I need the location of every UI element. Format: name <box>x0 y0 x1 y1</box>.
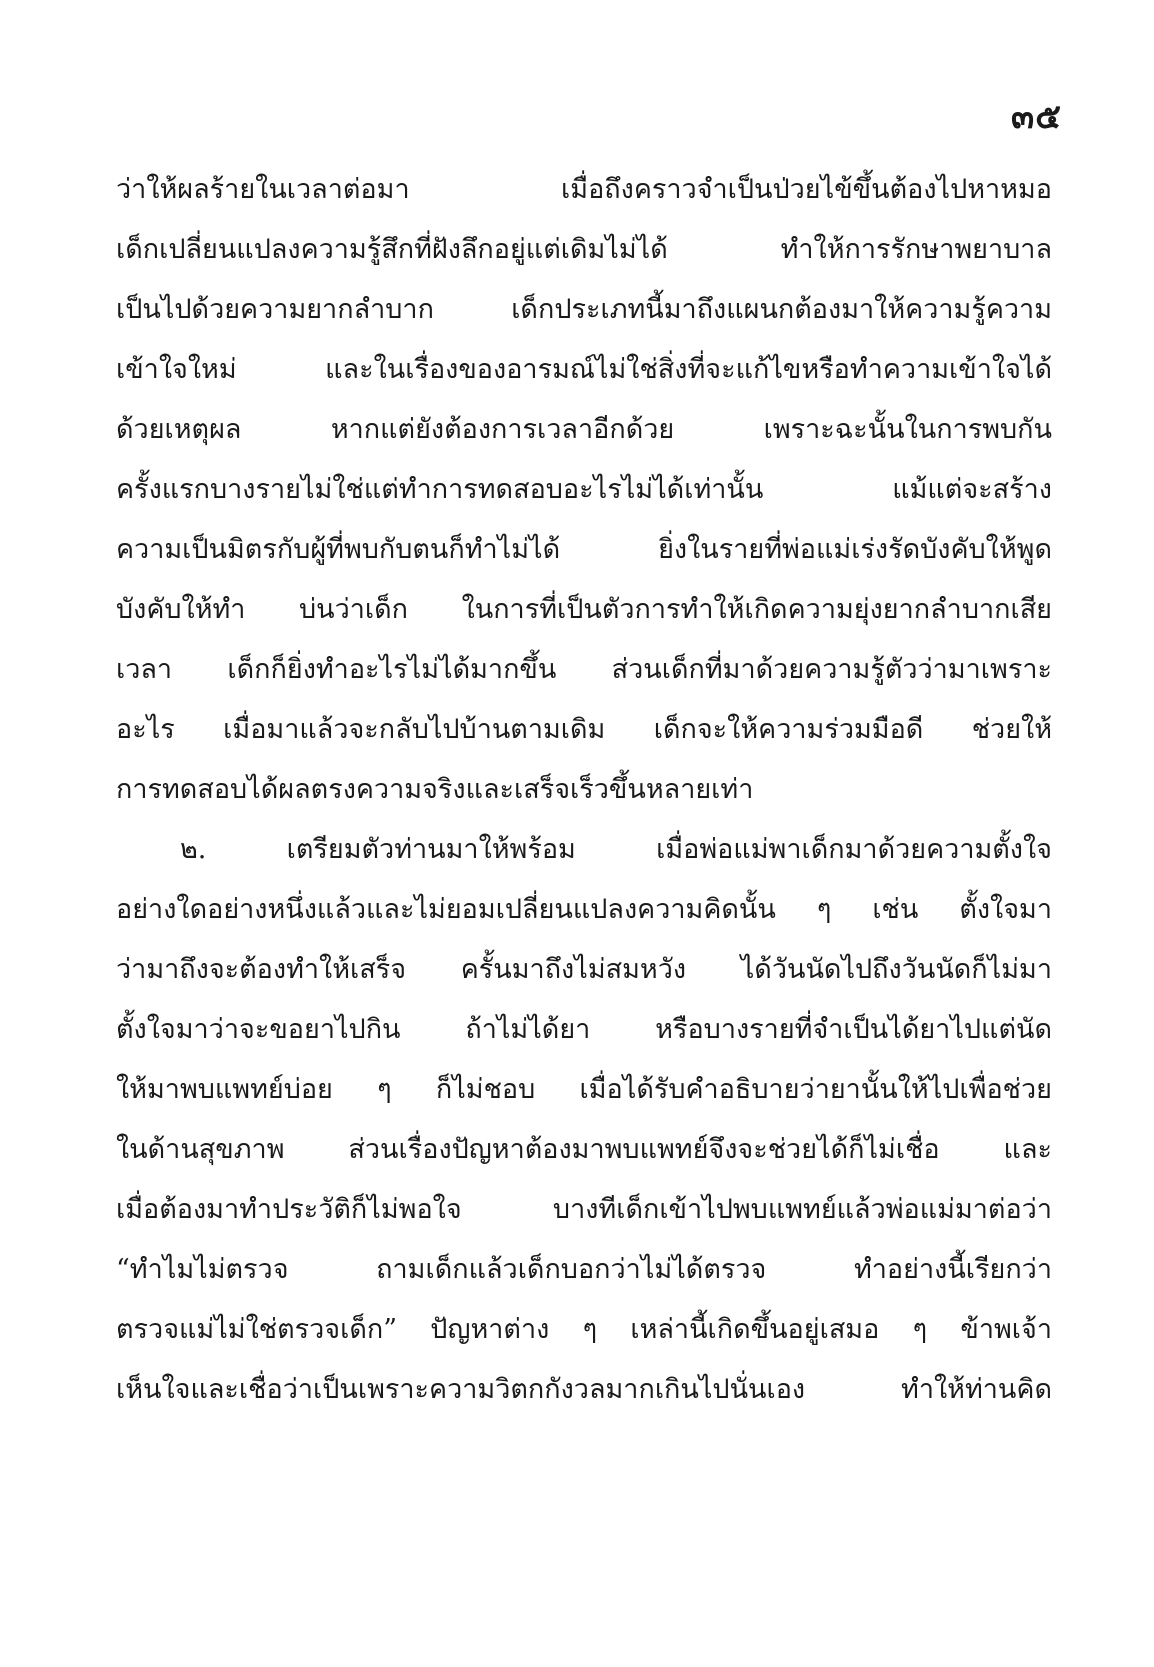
section-heading-line: ๒. เตรียมตัวท่านมาให้พร้อม เมื่อพ่อแม่พาเด็กมาด้วยความตั้งใจ <box>180 834 1052 865</box>
text-line: ตั้งใจมาว่าจะขอยาไปกิน ถ้าไม่ได้ยา หรือบางรายที่จำเป็นได้ยาไปแต่นัด <box>116 1014 1052 1045</box>
text-line: ความเป็นมิตรกับผู้ที่พบกับตนก็ทำไม่ได้ ยิ่งในรายที่พ่อแม่เร่งรัดบังคับให้พูด <box>116 534 1052 565</box>
text-line: เมื่อต้องมาทำประวัติก็ไม่พอใจ บางทีเด็กเข้าไปพบแพทย์แล้วพ่อแม่มาต่อว่า <box>116 1194 1052 1225</box>
page-number: ๓๕ <box>1011 97 1062 137</box>
text-line: ในด้านสุขภาพ ส่วนเรื่องปัญหาต้องมาพบแพทย์จึงจะช่วยได้ก็ไม่เชื่อ และ <box>116 1134 1052 1165</box>
text-line: ให้มาพบแพทย์บ่อย ๆ ก็ไม่ชอบ เมื่อได้รับคำอธิบายว่ายานั้นให้ไปเพื่อช่วย <box>116 1074 1052 1105</box>
text-line: อย่างใดอย่างหนึ่งแล้วและไม่ยอมเปลี่ยนแปลงความคิดนั้น ๆ เช่น ตั้งใจมา <box>116 894 1052 925</box>
paragraph-end-line: การทดสอบได้ผลตรงความจริงและเสร็จเร็วขึ้นหลายเท่า <box>116 774 754 805</box>
text-line: ครั้งแรกบางรายไม่ใช่แต่ทำการทดสอบอะไรไม่ได้เท่านั้น แม้แต่จะสร้าง <box>116 474 1052 505</box>
quoted-text-line: “ทำไมไม่ตรวจ ถามเด็กแล้วเด็กบอกว่าไม่ได้ตรวจ ทำอย่างนี้เรียกว่า <box>116 1254 1052 1285</box>
text-line: เวลา เด็กก็ยิ่งทำอะไรไม่ได้มากขึ้น ส่วนเด็กที่มาด้วยความรู้ตัวว่ามาเพราะ <box>116 654 1052 685</box>
text-line: เข้าใจใหม่ และในเรื่องของอารมณ์ไม่ใช่สิ่งที่จะแก้ไขหรือทำความเข้าใจได้ <box>116 354 1052 385</box>
text-line: ด้วยเหตุผล หากแต่ยังต้องการเวลาอีกด้วย เพราะฉะนั้นในการพบกัน <box>116 414 1052 445</box>
text-line: อะไร เมื่อมาแล้วจะกลับไปบ้านตามเดิม เด็กจะให้ความร่วมมือดี ช่วยให้ <box>116 714 1052 745</box>
text-line: เด็กเปลี่ยนแปลงความรู้สึกที่ฝังลึกอยู่แต่เดิมไม่ได้ ทำให้การรักษาพยาบาล <box>116 234 1052 265</box>
text-line: เป็นไปด้วยความยากลำบาก เด็กประเภทนี้มาถึงแผนกต้องมาให้ความรู้ความ <box>116 294 1052 325</box>
text-line: บังคับให้ทำ บ่นว่าเด็ก ในการที่เป็นตัวการทำให้เกิดความยุ่งยากลำบากเสีย <box>116 594 1052 625</box>
text-line: ว่าให้ผลร้ายในเวลาต่อมา เมื่อถึงคราวจำเป็นป่วยไข้ขึ้นต้องไปหาหมอ <box>116 174 1052 205</box>
text-line: เห็นใจและเชื่อว่าเป็นเพราะความวิตกกังวลมากเกินไปนั่นเอง ทำให้ท่านคิด <box>116 1374 1052 1405</box>
text-line: ว่ามาถึงจะต้องทำให้เสร็จ ครั้นมาถึงไม่สมหวัง ได้วันนัดไปถึงวันนัดก็ไม่มา <box>116 954 1052 985</box>
body-text <box>116 160 1052 1420</box>
text-line: ตรวจแม่ไม่ใช่ตรวจเด็ก” ปัญหาต่าง ๆ เหล่านี้เกิดขึ้นอยู่เสมอ ๆ ข้าพเจ้า <box>116 1314 1052 1345</box>
